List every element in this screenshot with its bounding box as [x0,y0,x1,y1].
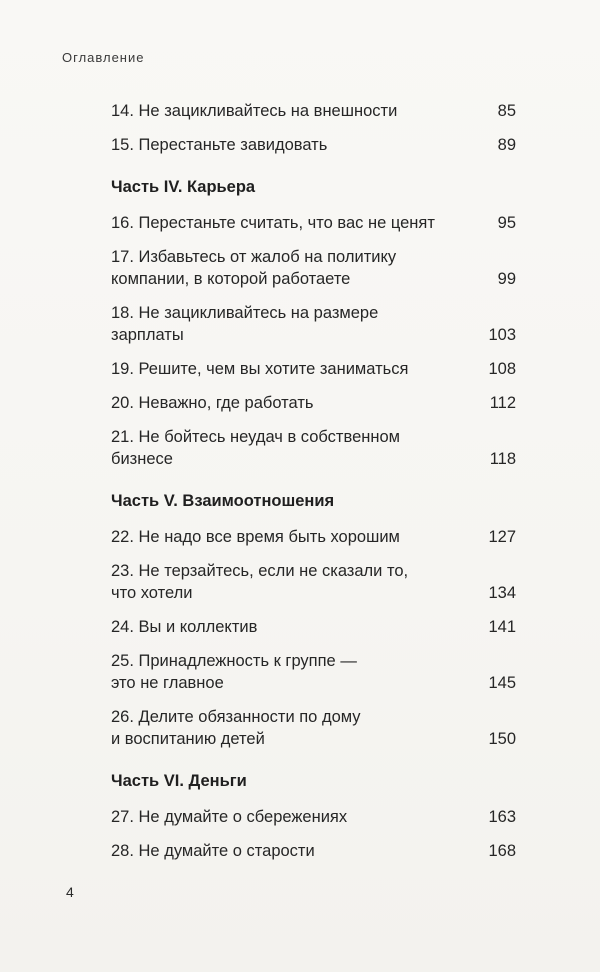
toc-entry-title-line: 18. Не зацикливайтесь на размере зарплаты [111,304,379,344]
toc-entry-title [111,650,357,694]
toc-entry-title-line: 24. Вы и коллектив [111,618,258,636]
toc-entry-title [111,706,361,750]
toc-entry-page: 103 [488,326,516,344]
toc-entry[interactable] [111,526,516,548]
toc-entry-page: 89 [497,136,516,154]
toc-entry-page: 99 [497,270,516,288]
toc-entry-title [111,806,347,828]
toc-entry[interactable] [111,560,516,604]
toc-entry-title-line: 16. Перестаньте считать, что вас не ценят [111,214,435,232]
toc-entry-page: 145 [488,674,516,692]
toc-entry-page: 118 [489,450,516,468]
running-head: Оглавление [62,50,145,65]
table-of-contents [111,100,516,874]
toc-entry-title [111,302,451,346]
toc-entry[interactable] [111,100,516,122]
toc-entry-title-line: 27. Не думайте о сбережениях [111,808,348,826]
toc-entry-title-line: 14. Не зацикливайтесь на внешности [111,102,398,120]
toc-entry-title-line: и воспитанию детей [111,730,265,748]
toc-entry-page: 112 [489,394,516,412]
toc-entry-title [111,100,397,122]
toc-entry-page: 141 [488,618,516,636]
toc-entry-page: 163 [488,808,516,826]
part-heading: Часть IV. Карьера [111,178,256,196]
toc-entry-title-line: 15. Перестаньте завидовать [111,136,328,154]
toc-entry-title [111,426,400,470]
toc-entry-title [111,246,396,290]
toc-entry-title [111,616,257,638]
toc-entry-page: 150 [488,730,516,748]
toc-entry-title-line: 22. Не надо все время быть хорошим [111,528,400,546]
toc-entry-title-line: 17. Избавьтесь от жалоб на политику [111,248,397,266]
toc-entry-page: 134 [488,584,516,602]
page-number: 4 [66,884,74,900]
toc-entry[interactable] [111,650,516,694]
toc-entry-title [111,560,408,604]
toc-entry-title [111,212,435,234]
toc-entry-title [111,392,314,414]
toc-entry-page: 127 [488,528,516,546]
toc-entry-title-line: 19. Решите, чем вы хотите заниматься [111,360,409,378]
part-heading: Часть VI. Деньги [111,772,247,790]
toc-entry-title-line: 25. Принадлежность к группе — [111,652,357,670]
toc-entry[interactable] [111,706,516,750]
toc-entry[interactable] [111,212,516,234]
toc-entry-title-line: 20. Неважно, где работать [111,394,314,412]
toc-entry[interactable] [111,358,516,380]
toc-entry-page: 108 [488,360,516,378]
toc-entry-title [111,526,400,548]
toc-entry-page: 168 [488,842,516,860]
toc-entry[interactable] [111,134,516,156]
toc-entry[interactable] [111,302,516,346]
toc-entry-page: 95 [497,214,516,232]
toc-entry-title-line: это не главное [111,674,224,692]
toc-entry-title [111,358,408,380]
toc-entry[interactable] [111,806,516,828]
toc-entry[interactable] [111,840,516,862]
toc-entry-page: 85 [497,102,516,120]
toc-entry[interactable] [111,426,516,470]
part-heading: Часть V. Взаимоотношения [111,492,335,510]
toc-entry-title [111,840,315,862]
toc-entry-title-line: что хотели [111,584,193,602]
toc-entry-title-line: 28. Не думайте о старости [111,842,315,860]
toc-entry-title-line: 21. Не бойтесь неудач в собственном [111,428,400,446]
toc-entry[interactable] [111,392,516,414]
toc-entry-title-line: компании, в которой работаете [111,270,351,288]
toc-entry-title-line: бизнесе [111,450,173,468]
toc-entry[interactable] [111,616,516,638]
toc-entry-title-line: 26. Делите обязанности по дому [111,708,361,726]
toc-entry[interactable] [111,246,516,290]
toc-entry-title-line: 23. Не терзайтесь, если не сказали то, [111,562,409,580]
toc-entry-title [111,134,327,156]
